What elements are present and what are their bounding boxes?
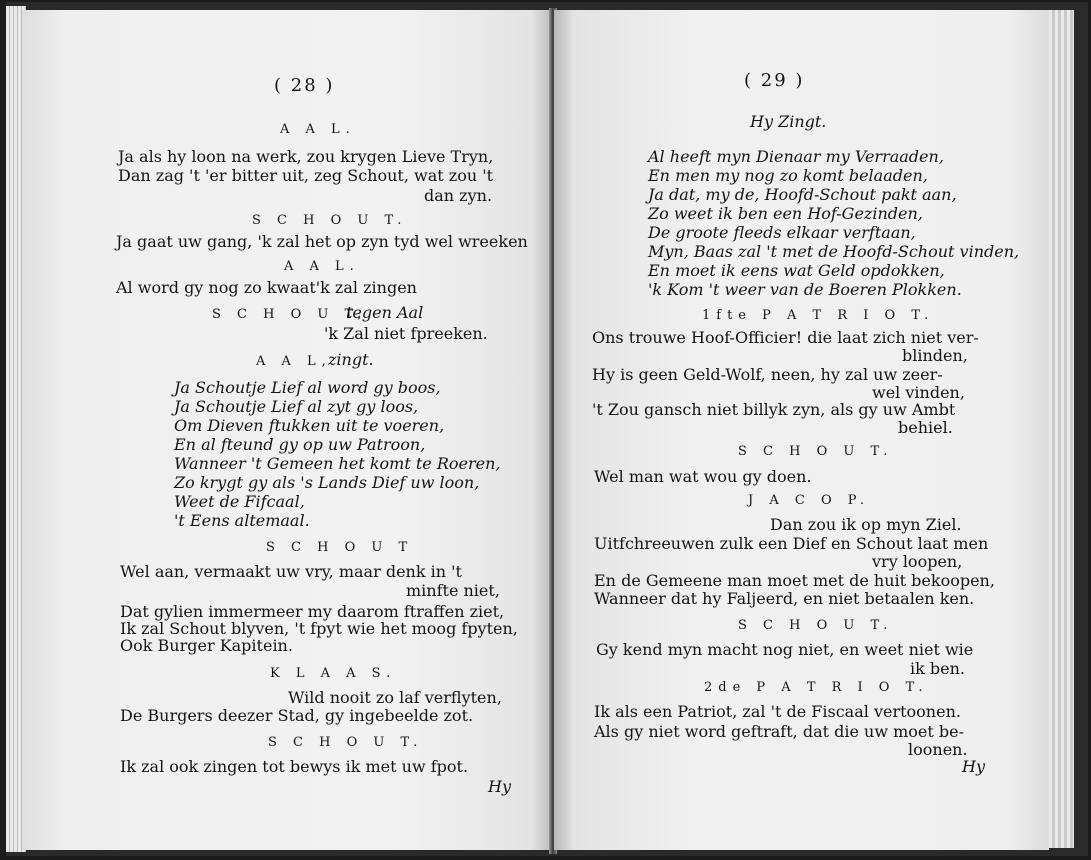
text-line: Ook Burger Kapitein. bbox=[120, 636, 293, 655]
text-line: 't Zou gansch niet billyk zyn, als gy uw Ambt bbox=[592, 400, 956, 419]
speaker-heading: S C H O U T, bbox=[212, 307, 368, 322]
speaker-heading: S C H O U T. bbox=[268, 735, 424, 750]
song-line: Weet de Fifcaal, bbox=[174, 492, 305, 511]
text-line: Dan zou ik op myn Ziel. bbox=[770, 515, 962, 534]
page-number: ( 29 ) bbox=[744, 70, 805, 91]
catchword: Hy bbox=[488, 777, 511, 796]
text-line: Wild nooit zo laf verflyten, bbox=[288, 688, 502, 707]
text-line: En de Gemeene man moet met de huit bekoopen, bbox=[594, 571, 995, 590]
text-line: Ja gaat uw gang, 'k zal het op zyn tyd wel wreeken bbox=[116, 232, 528, 251]
speaker-heading: A A L, bbox=[256, 354, 332, 369]
speaker-heading: 2de P A T R I O T. bbox=[704, 680, 929, 695]
song-line: En al fteund gy op uw Patroon, bbox=[174, 435, 426, 454]
text-line: Dan zag 't 'er bitter uit, zeg Schout, wat zou 't bbox=[118, 166, 494, 185]
song-line: Om Dieven ftukken uit te voeren, bbox=[174, 416, 445, 435]
text-line: Wel man wat wou gy doen. bbox=[594, 467, 812, 486]
catchword: Hy bbox=[962, 757, 985, 776]
song-line: 't Eens altemaal. bbox=[174, 511, 310, 530]
speaker-heading: S C H O U T bbox=[266, 540, 414, 555]
speaker-heading: S C H O U T. bbox=[738, 618, 894, 633]
text-line: Hy is geen Geld-Wolf, neen, hy zal uw zeer- bbox=[592, 365, 943, 384]
speaker-heading: A A L. bbox=[284, 259, 360, 274]
song-line: 'k Kom 't weer van de Boeren Plokken. bbox=[648, 280, 962, 299]
text-line: Als gy niet word geftraft, dat die uw moet be- bbox=[594, 722, 965, 741]
text-line: Gy kend myn macht nog niet, en weet niet wie bbox=[596, 640, 974, 659]
text-line: Ja als hy loon na werk, zou krygen Lieve Tryn, bbox=[118, 147, 494, 166]
text-line: wel vinden, bbox=[872, 383, 965, 402]
text-line: Uitfchreeuwen zulk een Dief en Schout laat men bbox=[594, 534, 989, 553]
song-line: Ja dat, my de, Hoofd-Schout pakt aan, bbox=[648, 185, 957, 204]
song-line: Al heeft myn Dienaar my Verraaden, bbox=[648, 147, 944, 166]
text-line: blinden, bbox=[902, 346, 968, 365]
song-line: Ja Schoutje Lief al word gy boos, bbox=[174, 378, 441, 397]
song-line: Myn, Baas zal 't met de Hoofd-Schout vinden, bbox=[648, 242, 1020, 261]
text-line: 'k Zal niet fpreeken. bbox=[324, 324, 488, 343]
speaker-heading: S C H O U T. bbox=[738, 444, 894, 459]
text-line: dan zyn. bbox=[424, 186, 493, 205]
speaker-heading: K L A A S. bbox=[270, 666, 397, 681]
song-line: En moet ik eens wat Geld opdokken, bbox=[648, 261, 945, 280]
right-page bbox=[554, 10, 1049, 850]
text-line: loonen. bbox=[908, 740, 968, 759]
song-line: De groote fleeds elkaar verftaan, bbox=[648, 223, 916, 242]
stage-direction: zingt. bbox=[328, 350, 374, 369]
text-line: Ik als een Patriot, zal 't de Fiscaal vertoonen. bbox=[594, 702, 961, 721]
song-line: Ja Schoutje Lief al zyt gy loos, bbox=[174, 397, 419, 416]
left-page bbox=[22, 10, 552, 850]
stage-direction: Hy Zingt. bbox=[750, 112, 827, 131]
stage-direction: tegen Aal bbox=[346, 303, 424, 322]
speaker-heading: J A C O P. bbox=[748, 493, 870, 508]
text-line: Al word gy nog zo kwaat'k zal zingen bbox=[116, 278, 417, 297]
speaker-heading: 1fte P A T R I O T. bbox=[702, 308, 935, 323]
text-line: behiel. bbox=[898, 418, 953, 437]
text-line: De Burgers deezer Stad, gy ingebeelde zot. bbox=[120, 706, 474, 725]
text-line: Ik zal Schout blyven, 't fpyt wie het moog fpyten, bbox=[120, 619, 518, 638]
text-line: Ons trouwe Hoof-Officier! die laat zich niet ver- bbox=[592, 328, 979, 347]
song-line: En men my nog zo komt belaaden, bbox=[648, 166, 928, 185]
text-line: minfte niet, bbox=[406, 581, 500, 600]
right-page-edges bbox=[1046, 10, 1074, 848]
text-line: Wel aan, vermaakt uw vry, maar denk in 't bbox=[120, 562, 462, 581]
text-line: Wanneer dat hy Faljeerd, en niet betaalen ken. bbox=[594, 589, 975, 608]
text-line: ik ben. bbox=[910, 659, 965, 678]
page-number: ( 28 ) bbox=[274, 75, 335, 96]
song-line: Wanneer 't Gemeen het komt te Roeren, bbox=[174, 454, 501, 473]
song-line: Zo krygt gy als 's Lands Dief uw loon, bbox=[174, 473, 480, 492]
text-line: vry loopen, bbox=[872, 552, 963, 571]
text-line: Ik zal ook zingen tot bewys ik met uw fpot. bbox=[120, 757, 469, 776]
song-line: Zo weet ik ben een Hof-Gezinden, bbox=[648, 204, 923, 223]
text-line: Dat gylien immermeer my daarom ftraffen ziet, bbox=[120, 602, 505, 621]
speaker-heading: S C H O U T. bbox=[252, 213, 408, 228]
speaker-heading: A A L. bbox=[280, 122, 356, 137]
